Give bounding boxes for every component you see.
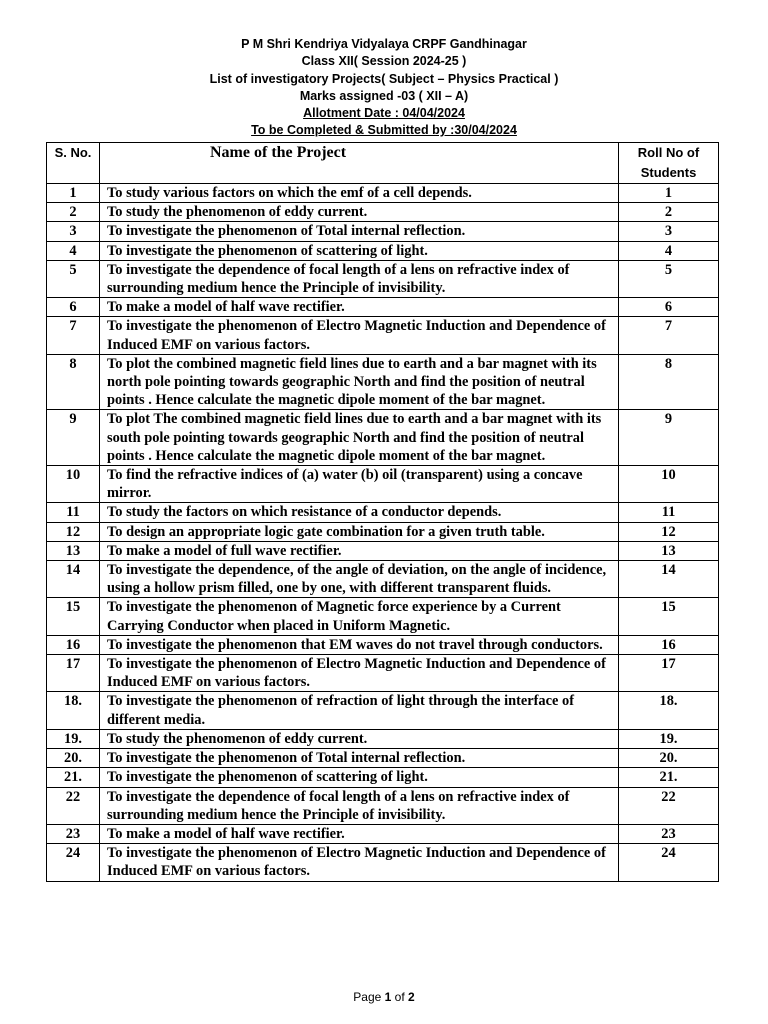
row-project-name: To investigate the phenomenon of Total internal reflection. <box>100 222 619 241</box>
table-row <box>47 692 719 729</box>
row-roll-no: 9 <box>619 410 719 466</box>
row-roll-no: 13 <box>619 541 719 560</box>
row-project-name: To design an appropriate logic gate combination for a given truth table. <box>100 522 619 541</box>
table-row <box>47 749 719 768</box>
table-row <box>47 598 719 635</box>
row-roll-no: 6 <box>619 298 719 317</box>
row-sno: 14 <box>47 561 100 598</box>
row-project-name: To investigate the phenomenon of Total internal reflection. <box>100 749 619 768</box>
row-sno: 8 <box>47 354 100 410</box>
table-header-row <box>47 143 719 184</box>
table-row <box>47 184 719 203</box>
row-sno: 11 <box>47 503 100 522</box>
table-row <box>47 729 719 748</box>
row-project-name: To plot the combined magnetic field lines due to earth and a bar magnet with its north pole pointing towards geographic North and find the position of neutral points . Hence calculate the magnetic dipole moment of the bar magnet. <box>100 354 619 410</box>
row-roll-no: 8 <box>619 354 719 410</box>
row-roll-no: 19. <box>619 729 719 748</box>
table-row <box>47 503 719 522</box>
row-roll-no: 11 <box>619 503 719 522</box>
row-sno: 22 <box>47 787 100 824</box>
row-sno: 17 <box>47 655 100 692</box>
row-roll-no: 22 <box>619 787 719 824</box>
row-roll-no: 15 <box>619 598 719 635</box>
row-project-name: To plot The combined magnetic field lines due to earth and a bar magnet with its south pole pointing towards geographic North and find the position of neutral points . Hence calculate the magnetic dipole moment of the bar magnet. <box>100 410 619 466</box>
row-roll-no: 1 <box>619 184 719 203</box>
row-project-name: To investigate the phenomenon of refraction of light through the interface of different media. <box>100 692 619 729</box>
row-project-name: To find the refractive indices of (a) water (b) oil (transparent) using a concave mirror. <box>100 466 619 503</box>
table-row <box>47 541 719 560</box>
table-row <box>47 298 719 317</box>
row-project-name: To study the phenomenon of eddy current. <box>100 729 619 748</box>
row-project-name: To make a model of full wave rectifier. <box>100 541 619 560</box>
table-row <box>47 241 719 260</box>
table-row <box>47 768 719 787</box>
table-row <box>47 317 719 354</box>
table-row <box>47 561 719 598</box>
document-header <box>0 36 768 140</box>
page-word: Page <box>353 990 382 1004</box>
row-roll-no: 18. <box>619 692 719 729</box>
row-sno: 23 <box>47 824 100 843</box>
row-project-name: To investigate the phenomenon of Electro Magnetic Induction and Dependence of Induced EMF on various factors. <box>100 655 619 692</box>
row-project-name: To study the phenomenon of eddy current. <box>100 203 619 222</box>
table-row <box>47 655 719 692</box>
row-roll-no: 23 <box>619 824 719 843</box>
row-roll-no: 10 <box>619 466 719 503</box>
row-sno: 7 <box>47 317 100 354</box>
page-footer <box>0 990 768 1004</box>
row-project-name: To study the factors on which resistance of a conductor depends. <box>100 503 619 522</box>
row-sno: 21. <box>47 768 100 787</box>
page-current: 1 <box>384 990 392 1004</box>
row-roll-no: 5 <box>619 260 719 297</box>
table-row <box>47 787 719 824</box>
submission-deadline: To be Completed & Submitted by :30/04/2024 <box>251 123 517 138</box>
table-row <box>47 466 719 503</box>
row-project-name: To investigate the phenomenon of Magnetic force experience by a Current Carrying Conductor when placed in Uniform Magnetic. <box>100 598 619 635</box>
row-roll-no: 7 <box>619 317 719 354</box>
table-body <box>47 184 719 882</box>
allotment-date: Allotment Date : 04/04/2024 <box>303 106 465 121</box>
row-roll-no: 4 <box>619 241 719 260</box>
row-project-name: To investigate the dependence, of the angle of deviation, on the angle of incidence, using a hollow prism filled, one by one, with different transparent fluids. <box>100 561 619 598</box>
table-row <box>47 844 719 881</box>
column-header-sno: S. No. <box>47 143 100 184</box>
row-project-name: To investigate the phenomenon of scattering of light. <box>100 241 619 260</box>
column-header-roll: Roll No of Students <box>619 143 719 184</box>
row-roll-no: 14 <box>619 561 719 598</box>
row-project-name: To investigate the phenomenon of Electro Magnetic Induction and Dependence of Induced EMF on various factors. <box>100 844 619 881</box>
row-project-name: To investigate the phenomenon of Electro Magnetic Induction and Dependence of Induced EMF on various factors. <box>100 317 619 354</box>
row-sno: 3 <box>47 222 100 241</box>
school-name: P M Shri Kendriya Vidyalaya CRPF Gandhinagar <box>241 37 527 51</box>
list-title: List of investigatory Projects( Subject – Physics Practical ) <box>209 71 559 86</box>
row-project-name: To investigate the phenomenon that EM waves do not travel through conductors. <box>100 635 619 654</box>
row-sno: 19. <box>47 729 100 748</box>
row-sno: 18. <box>47 692 100 729</box>
table-row <box>47 203 719 222</box>
row-roll-no: 12 <box>619 522 719 541</box>
row-project-name: To investigate the dependence of focal length of a lens on refractive index of surrounding medium hence the Principle of invisibility. <box>100 260 619 297</box>
row-sno: 12 <box>47 522 100 541</box>
row-roll-no: 16 <box>619 635 719 654</box>
row-sno: 4 <box>47 241 100 260</box>
row-sno: 15 <box>47 598 100 635</box>
table-row <box>47 522 719 541</box>
table-row <box>47 260 719 297</box>
row-sno: 2 <box>47 203 100 222</box>
row-project-name: To investigate the phenomenon of scattering of light. <box>100 768 619 787</box>
row-sno: 5 <box>47 260 100 297</box>
row-project-name: To make a model of half wave rectifier. <box>100 824 619 843</box>
class-session: Class XII( Session 2024-25 ) <box>301 54 467 69</box>
row-roll-no: 2 <box>619 203 719 222</box>
row-roll-no: 3 <box>619 222 719 241</box>
marks-assigned: Marks assigned -03 ( XII – A) <box>299 88 469 103</box>
row-roll-no: 20. <box>619 749 719 768</box>
row-project-name: To make a model of half wave rectifier. <box>100 298 619 317</box>
row-roll-no: 24 <box>619 844 719 881</box>
page-total: 2 <box>408 990 415 1004</box>
row-sno: 9 <box>47 410 100 466</box>
row-project-name: To investigate the dependence of focal length of a lens on refractive index of surrounding medium hence the Principle of invisibility. <box>100 787 619 824</box>
row-sno: 16 <box>47 635 100 654</box>
page-of: of <box>394 990 405 1004</box>
row-sno: 10 <box>47 466 100 503</box>
row-project-name: To study various factors on which the emf of a cell depends. <box>100 184 619 203</box>
row-sno: 24 <box>47 844 100 881</box>
projects-table <box>46 142 719 882</box>
table-row <box>47 410 719 466</box>
table-row <box>47 824 719 843</box>
column-header-name: Name of the Project <box>100 143 619 184</box>
table-row <box>47 354 719 410</box>
table-row <box>47 635 719 654</box>
row-roll-no: 21. <box>619 768 719 787</box>
row-sno: 13 <box>47 541 100 560</box>
row-sno: 6 <box>47 298 100 317</box>
row-sno: 1 <box>47 184 100 203</box>
table-row <box>47 222 719 241</box>
row-sno: 20. <box>47 749 100 768</box>
row-roll-no: 17 <box>619 655 719 692</box>
